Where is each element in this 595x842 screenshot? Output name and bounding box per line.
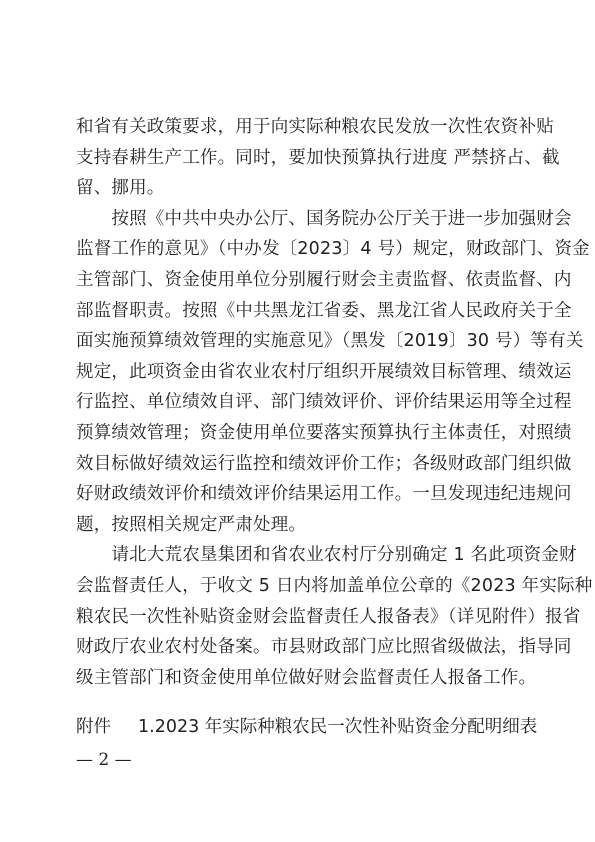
text-line: 效目标做好绩效运行监控和绩效评价工作；各级财政部门组织做 — [76, 453, 572, 474]
text-line: 会监督责任人，于收文 5 日内将加盖单位公章的《2023 年实际种 — [76, 575, 593, 596]
attachment-title: 1.2023 年实际种粮农民一次性补贴资金分配明细表 — [138, 717, 538, 737]
text-line: 粮农民一次性补贴资金财会监督责任人报备表》（详见附件）报省 — [76, 606, 581, 627]
text-line: 题，按照相关规定严肃处理。 — [76, 514, 307, 535]
text-line: 级主管部门和资金使用单位做好财会监督责任人报备工作。 — [76, 667, 537, 688]
document-body — [76, 112, 593, 693]
text-line: 好财政绩效评价和绩效评价结果运用工作。一旦发现违纪违规问 — [76, 484, 572, 505]
text-line: 财政厅农业农村处备案。市县财政部门应比照省级做法，指导同 — [76, 637, 572, 658]
page-number: — 2 — — [76, 750, 132, 770]
paragraph-start-line: 请北大荒农垦集团和省农业农村厅分别确定 1 名此项资金财 — [76, 545, 577, 566]
text-line: 支持春耕生产工作。同时，要加快预算执行进度 严禁挤占、截 — [76, 147, 560, 168]
text-line: 和省有关政策要求，用于向实际种粮农民发放一次性农资补贴 — [76, 117, 554, 137]
text-line: 面实施预算绩效管理的实施意见》（黑发〔2019〕30 号）等有关 — [76, 331, 584, 352]
text-line: 主管部门、资金使用单位分别履行财会主责监督、依责监督、内 — [76, 269, 572, 290]
text-line: 部监督职责。按照《中共黑龙江省委、黑龙江省人民政府关于全 — [76, 300, 572, 321]
text-line: 留、挪用。 — [76, 178, 165, 199]
text-line: 监督工作的意见》（中办发〔2023〕4 号）规定，财政部门、资金 — [76, 239, 590, 260]
attachment-label: 附件 — [76, 717, 111, 737]
text-line: 规定，此项资金由省农业农村厅组织开展绩效目标管理、绩效运 — [76, 361, 572, 382]
paragraph-start-line: 按照《中共中央办公厅、国务院办公厅关于进一步加强财会 — [76, 208, 572, 229]
text-line: 行监控、单位绩效自评、部门绩效评价、评价结果运用等全过程 — [76, 392, 572, 413]
text-line: 预算绩效管理；资金使用单位要落实预算执行主体责任，对照绩 — [76, 422, 572, 443]
attachment-line — [76, 712, 546, 742]
